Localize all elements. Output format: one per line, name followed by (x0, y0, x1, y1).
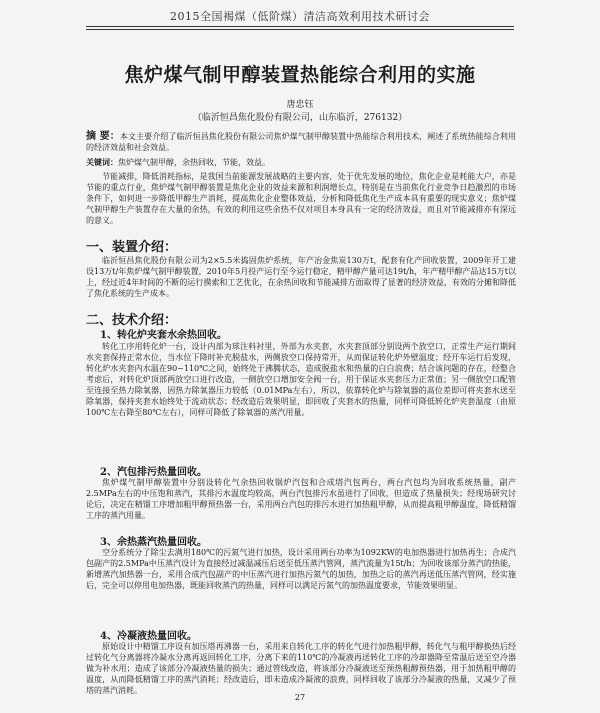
conference-header: 2015全国褐煤（低阶煤）清洁高效利用技术研讨会 (170, 10, 430, 23)
keywords-text: 焦炉煤气制甲醇，余热回收，节能，效益。 (118, 158, 270, 167)
subsection3-paragraph: 空分系统分了除尘去满用180℃的污氮气进行加热，设计采用两台功率为1092KW的电加热器进行加热再生；合成汽包副产的2.5MPa中压蒸汽设计为直接经过减温减压后送至低压蒸汽管网，蒸汽流量为15t/h；为回收该部分蒸汽的热能，新增蒸汽加热器一台，采用合成汽包副产的中压蒸汽进行加热污氮气的加热，加热之后的蒸汽再送低压蒸汽管网，经实施后，完全可以停用电加热器，既能回收蒸汽的热量，同样可以满足污氮气的加热温度要求，节能效果明显。 (86, 548, 516, 590)
page-number: 27 (294, 693, 306, 702)
intro-paragraph: 节能减排，降低消耗指标，是我国当前能源发展战略的主要内容，处于优先发展的地位，焦化企业是耗能大户，亦是节能的重点行业，焦炉煤气制甲醇装置是焦化企业的效益来源和利润增长点，特别是在当前焦化行业竞争日趋激烈的市场条件下，如何进一步降低甲醇生产消耗，提高焦化企业整体效益，分析和降低焦化生产成本具有重要的现实意义；焦炉煤气制甲醇生产装置存在大量的余热，有效的利用这些余热不仅对项目本身具有一定的经济效益，而且对节能减排亦有深远的意义。 (86, 172, 516, 225)
author: 唐忠钰 (286, 100, 314, 110)
section-heading-2: 二、技术介绍： (86, 313, 178, 328)
keywords (86, 157, 516, 169)
subsection2-paragraph: 焦炉煤气制甲醇装置中分别设转化气余热回收锅炉汽包和合成塔汽包两台，两台汽包均为回收系统热量，副产2.5MPa左右的中压饱和蒸汽，其排污水温度均较高，两台汽包排污水虽进行了回收，但造成了热量损失；经现场研究讨论后，决定在精馏工序增加粗甲醇预热器一台，采用两台汽包的排污水进行加热粗甲醇，从而提高粗甲醇温度，降低精馏工序的蒸汽用量。 (86, 478, 516, 520)
subsection-heading-4: 4、冷凝液热量回收。 (100, 631, 197, 642)
subsection1-paragraph: 转化工序用转化炉一台，设计内部为球注料衬里，外部为水夹套，水夹套顶部分别设两个放空口，正常生产运行期间水夹套保持正常水位，当水位下降时补充脱盐水，两侧放空口保持常开，从而保证转化炉外壁温度；经开车运行后发现，转化炉水夹套内水温在90~110℃之间，始终处于沸腾状态，造成脱盐水和热量的白白浪费；结合该问题的存在，经整合考虑后，对转化炉顶部两放空口进行改造，一侧放空口增加安全阀一台，用于保证水夹套压力正常值；另一侧放空口配管至连接至热力除氧器，因热力除氧器压力较低（0.01MPa左右），所以，依靠转化炉与除氧器的高位差即可将夹套水送至除氧器，保持夹套水始终处于流动状态；经改造后效果明显，即回收了夹套水的热量，同样可降低转化炉夹套温度（由原100℃左右降至80℃左右），同样可降低了除氧器的蒸汽用量。 (86, 342, 516, 417)
section1-paragraph: 临沂恒昌焦化股份有限公司为2×5.5米捣固焦炉系统，年产冶金焦炭130万t，配套有化产回收装置，2009年开工建设13万t/年焦炉煤气制甲醇装置，2010年5月投产运行至今运行稳定，精甲醇产量可达19t/h，年产精甲醇产品达15万t以上，经过近4年时间的不断的运行摸索和工艺优化，在余热回收和节能减排方面取得了显著的经济效益，有效的分摊和降低了焦化系统的生产成本。 (86, 256, 516, 298)
header-rule-bottom (86, 29, 514, 30)
subsection-heading-1: 1、转化炉夹套水余热回收。 (100, 330, 227, 341)
subsection-heading-3: 3、余热蒸汽热量回收。 (100, 537, 207, 548)
keywords-label: 关键词： (86, 157, 118, 167)
paper-title: 焦炉煤气制甲醇装置热能综合利用的实施 (124, 64, 476, 86)
section-heading-1: 一、装置介绍： (86, 240, 178, 255)
abstract (86, 131, 516, 155)
abstract-text: 本文主要介绍了临沂恒昌焦化股份有限公司焦炉煤气制甲醇装置中热能综合利用技术，阐述了系统热能综合利用的经济效益和社会效益。 (86, 132, 517, 152)
header-rule-top (86, 26, 514, 27)
abstract-label: 摘 要： (86, 131, 120, 142)
subsection-heading-2: 2、汽包排污热量回收。 (100, 467, 207, 478)
subsection4-paragraph: 原始设计中精馏工序设有加压塔再沸器一台，采用来自转化工序的转化气进行加热粗甲醇，转化气与粗甲醇换热后经过转化气分离器将冷凝水分离再返回转化工序，分离下来的110℃的冷凝液再送转化工序的冷却器降至常温后送至空冷器做为补水用；造成了该部分冷凝液热量的损失；通过管线改造，将该部分冷凝液送至预热粗醇预热器，用于加热粗甲醇的温度，从而降低精馏工序的蒸汽消耗；经改造后，即未造成冷凝液的浪费，同样回收了该部分冷凝液的热量，又减少了预塔的蒸汽消耗。 (86, 642, 516, 695)
affiliation: （临沂恒昌焦化股份有限公司，山东临沂，276132） (192, 113, 408, 123)
